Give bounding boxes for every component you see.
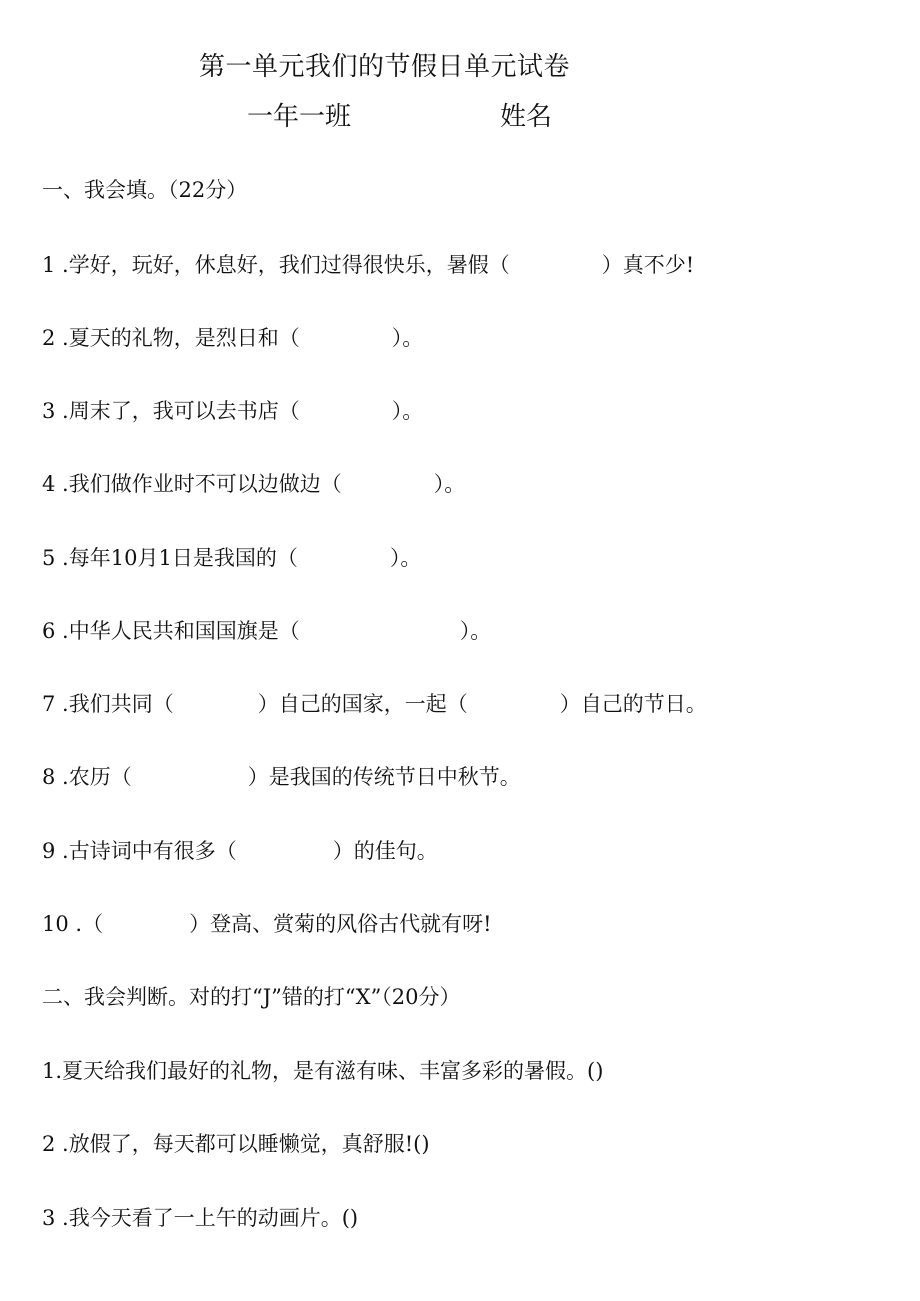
question-text-after: ）自己的节日。 <box>559 692 707 716</box>
question-number: 6 <box>42 619 56 643</box>
question-number-dot: . <box>55 1206 69 1230</box>
question-number: 8 <box>42 765 56 789</box>
judge-question-3 <box>42 1204 358 1232</box>
section-2-heading: 二、我会判断。对的打“J”错的打“X”（20分） <box>42 985 461 1009</box>
fill-question-7 <box>42 690 707 718</box>
question-text: 夏天给我们最好的礼物，是有滋有味、丰富多彩的暑假。() <box>62 1059 604 1083</box>
answer-blank[interactable] <box>342 490 434 491</box>
question-text: 我今天看了一上午的动画片。() <box>68 1206 359 1230</box>
question-number-dot: . <box>55 546 69 570</box>
question-number: 2 <box>42 326 56 350</box>
answer-blank[interactable] <box>174 710 258 711</box>
question-text-after: ）。 <box>459 619 492 643</box>
question-number: 7 <box>42 692 56 716</box>
class-label: 一年一班 <box>247 102 352 132</box>
question-text-after: ）。 <box>433 472 466 496</box>
question-number: 5 <box>42 546 56 570</box>
exam-title: 第一单元我们的节假日单元试卷 <box>199 52 571 82</box>
question-text-after: ）。 <box>391 399 424 423</box>
question-text-before: 农历（ <box>68 765 132 789</box>
answer-blank[interactable] <box>300 637 460 638</box>
question-number-dot: . <box>55 619 69 643</box>
question-number-dot: . <box>55 692 69 716</box>
fill-question-9 <box>42 837 438 865</box>
question-text-before: （ <box>82 912 104 936</box>
question-text-after: ）。 <box>391 326 424 350</box>
fill-question-5 <box>42 544 421 572</box>
answer-blank[interactable] <box>468 710 560 711</box>
section-1-heading: 一、我会填。（22分） <box>42 178 248 202</box>
question-text-after: ）真不少! <box>601 253 695 277</box>
question-number-dot: . <box>55 1132 69 1156</box>
question-text-before: 夏天的礼物，是烈日和（ <box>68 326 300 350</box>
question-text-before: 每年10月1日是我国的（ <box>68 546 298 570</box>
question-text: 放假了，每天都可以睡懒觉，真舒服!() <box>68 1132 430 1156</box>
question-text-after: ）。 <box>389 546 422 570</box>
question-text-after: ）的佳句。 <box>332 839 438 863</box>
name-label: 姓名 <box>500 102 553 132</box>
fill-question-3 <box>42 397 423 425</box>
judge-question-1 <box>42 1057 603 1085</box>
question-number-dot: . <box>55 765 69 789</box>
fill-question-6 <box>42 617 491 645</box>
fill-question-2 <box>42 324 423 352</box>
question-text-before: 我们做作业时不可以边做边（ <box>68 472 342 496</box>
fill-question-8 <box>42 763 521 791</box>
answer-blank[interactable] <box>103 930 189 931</box>
question-text-before: 古诗词中有很多（ <box>68 839 237 863</box>
question-number: 10 <box>42 912 69 936</box>
question-number-dot: . <box>55 326 69 350</box>
question-text-before: 中华人民共和国国旗是（ <box>68 619 300 643</box>
question-number-dot: . <box>55 839 69 863</box>
judge-question-2 <box>42 1130 430 1158</box>
answer-blank[interactable] <box>237 857 333 858</box>
question-number-dot: . <box>55 472 69 496</box>
question-number: 2 <box>42 1132 56 1156</box>
answer-blank[interactable] <box>298 564 390 565</box>
question-text-after: ）是我国的传统节日中秋节。 <box>247 765 521 789</box>
question-number: 3 <box>42 1206 56 1230</box>
question-number-dot: . <box>68 912 83 936</box>
question-text-middle: ）自己的国家，一起（ <box>257 692 468 716</box>
question-number-dot: . <box>55 253 69 277</box>
fill-question-4 <box>42 470 465 498</box>
question-number: 1. <box>42 1059 63 1083</box>
question-number-dot: . <box>55 399 69 423</box>
answer-blank[interactable] <box>132 783 248 784</box>
answer-blank[interactable] <box>300 344 392 345</box>
answer-blank[interactable] <box>510 271 602 272</box>
question-number: 4 <box>42 472 56 496</box>
question-number: 3 <box>42 399 56 423</box>
question-number: 9 <box>42 839 56 863</box>
fill-question-1 <box>42 251 694 279</box>
question-text-before: 学好，玩好，休息好，我们过得很快乐，暑假（ <box>68 253 510 277</box>
fill-question-10 <box>42 910 492 938</box>
question-text-after: ）登高、赏菊的风俗古代就有呀! <box>189 912 492 936</box>
question-text-before: 周末了，我可以去书店（ <box>68 399 300 423</box>
answer-blank[interactable] <box>300 417 392 418</box>
question-number: 1 <box>42 253 56 277</box>
question-text-before: 我们共同（ <box>68 692 174 716</box>
